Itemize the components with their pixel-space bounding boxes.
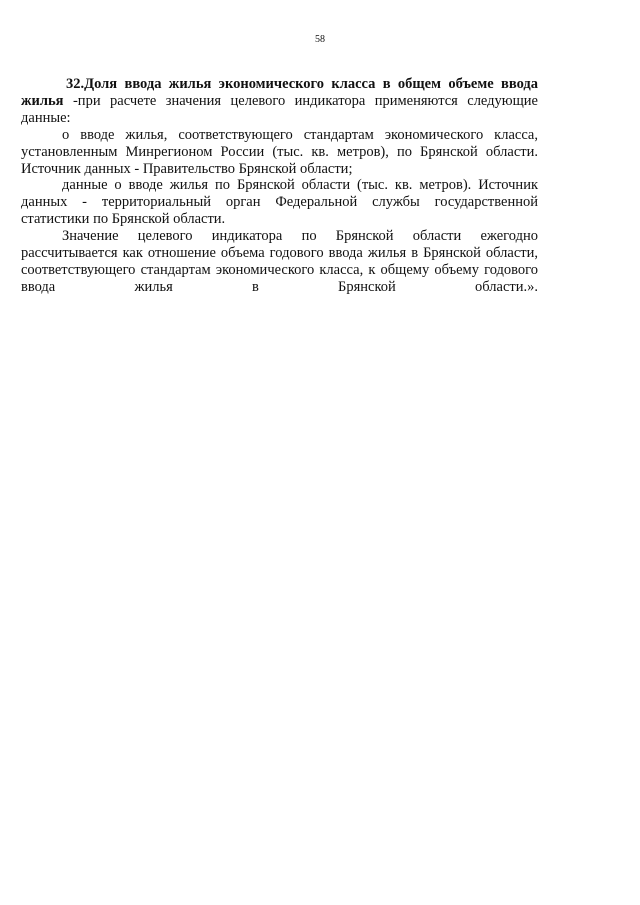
indicator-heading-paragraph [21,76,538,127]
indicator-heading: 32.Доля ввода жилья экономического класса в общем объеме ввода жилья [21,76,538,109]
paragraph-calculation: Значение целевого индикатора по Брянской области ежегодно рассчитывается как отношение объема годового ввода жилья в Брянской области, соответствующего стандартам экономического класса, к общему объему годового ввода жилья в Брянской области.». [21,228,538,295]
indicator-heading-rest: -при расчете значения целевого индикатора применяются следующие данные: [21,92,538,126]
page-number: 58 [315,34,325,45]
paragraph-source-total: данные о вводе жилья по Брянской области (тыс. кв. метров). Источник данных - территориальный орган Федеральной службы государственной статистики по Брянской области. [21,177,538,228]
paragraph-source-standard: о вводе жилья, соответствующего стандартам экономического класса, установленным Минрегионом России (тыс. кв. метров), по Брянской области. Источник данных - Правительство Брянской области; [21,126,538,177]
document-body [21,76,538,296]
